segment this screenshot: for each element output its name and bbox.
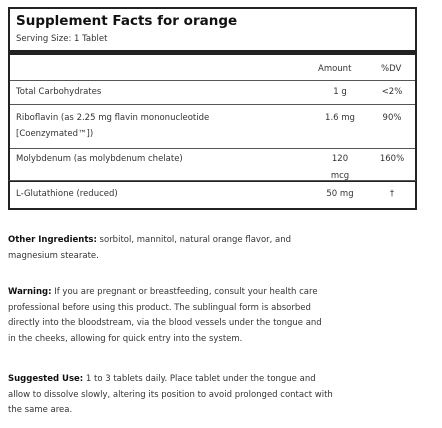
facts-last-row [8, 180, 417, 210]
suggested-use-label: Suggested Use: [8, 374, 84, 384]
nutrient-dv: † [389, 189, 395, 199]
other-ingredients-text: sorbitol, mannitol, natural orange flavor, and [96, 235, 292, 245]
row-divider [10, 80, 415, 81]
amount-header: Amount [318, 64, 352, 74]
other-ingredients-label: Other Ingredients: [8, 235, 97, 245]
facts-title: Supplement Facts for orange [16, 13, 238, 29]
other-ingredients-text-cont: magnesium stearate. [8, 250, 99, 261]
nutrient-dv: 90% [382, 113, 402, 123]
suggested-use-text-2: allow to dissolve slowly, altering its position to avoid prolonged contact with [8, 389, 333, 400]
nutrient-amount: 50 mg [326, 189, 354, 199]
nutrient-name: L-Glutathione (reduced) [16, 189, 118, 199]
nutrient-amount-unit: mcg [330, 171, 350, 181]
warning-label: Warning: [8, 287, 52, 297]
supplement-facts-panel [8, 7, 417, 182]
serving-size: Serving Size: 1 Tablet [16, 34, 108, 44]
row-divider [10, 104, 415, 105]
thick-divider [10, 50, 415, 55]
warning-text: If you are pregnant or breastfeeding, consult your health care [51, 287, 318, 297]
warning-section [8, 285, 428, 347]
suggested-use-text: 1 to 3 tablets daily. Place tablet under the tongue and [83, 374, 316, 384]
other-ingredients [8, 233, 428, 264]
row-divider [10, 148, 415, 149]
nutrient-name: Molybdenum (as molybdenum chelate) [16, 154, 183, 164]
warning-text-2: professional before using this product. The sublingual form is absorbed [8, 302, 311, 313]
nutrient-amount: 1 g [333, 87, 347, 97]
nutrient-dv: 160% [379, 154, 405, 164]
suggested-use-text-3: the same area. [8, 405, 73, 415]
nutrient-name: Riboflavin (as 2.25 mg flavin mononucleotide [16, 113, 210, 123]
nutrient-amount: 120 [331, 154, 349, 164]
warning-text-3: directly into the bloodstream, via the blood vessels under the tongue and [8, 318, 322, 328]
dv-header: %DV [381, 64, 402, 74]
nutrient-dv: <2% [381, 87, 403, 97]
suggested-use-section [8, 372, 428, 419]
nutrient-amount: 1.6 mg [325, 113, 355, 123]
nutrient-name-cont: [Coenzymated™]) [16, 129, 94, 139]
nutrient-name: Total Carbohydrates [16, 87, 102, 97]
warning-text-4: in the cheeks, allowing for quick entry into the system. [8, 333, 243, 344]
